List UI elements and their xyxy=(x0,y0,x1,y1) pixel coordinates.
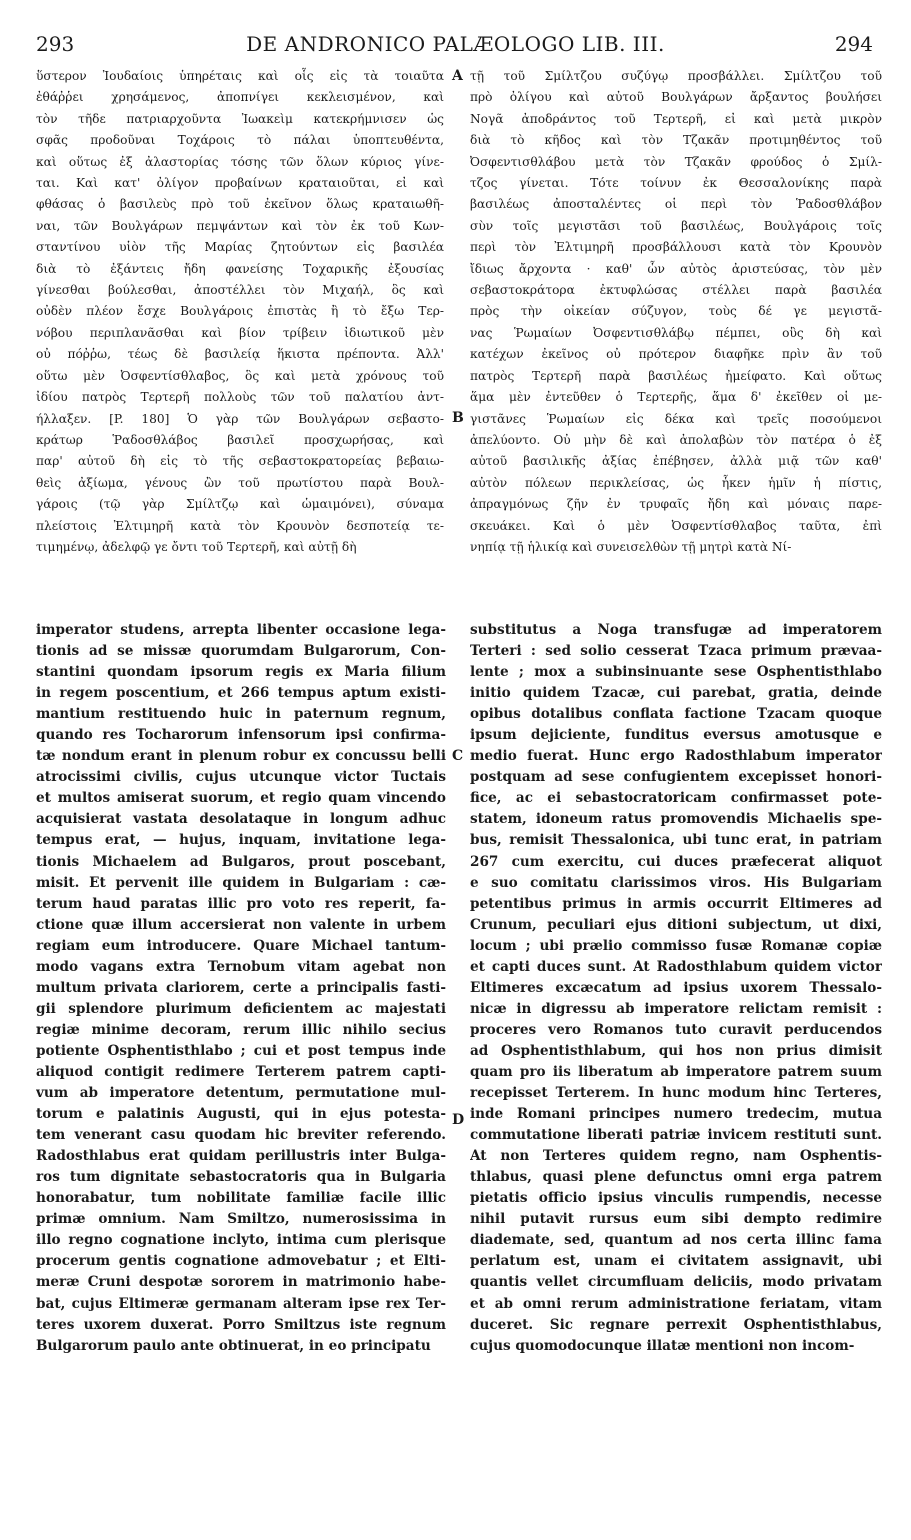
text-line: proceres vero Romanos tuto curavit perducendos xyxy=(470,1021,882,1038)
text-line: torum e palatinis Augusti, qui in ejus potesta- xyxy=(36,1106,446,1123)
text-line: πρὸ ὀλίγου καὶ αὐτοῦ Βουλγάρων ἄρξαντος βουλήσει xyxy=(470,90,882,105)
text-line: ται. Καὶ κατ' ὀλίγον προβαίνων κραταιοῦται, εἰ καὶ xyxy=(36,176,444,191)
margin-letter-b: B xyxy=(452,410,464,426)
text-line: medio fuerat. Hunc ergo Radosthlabum imperator xyxy=(470,748,882,765)
text-line: ἀπελύοντο. Οὐ μὴν δὲ καὶ ἀπολαβὼν τὸν πατέρα ὁ ἐξ xyxy=(470,432,882,447)
text-line: Radosthlabus erat quidam perillustris inter Bulga- xyxy=(36,1148,446,1165)
text-line: γάροις (τῷ γὰρ Σμίλτζῳ καὶ ὡμαιμόνει), σύναμα xyxy=(36,497,444,512)
text-line: potiente Osphentisthlabo ; cui et post tempus inde xyxy=(36,1042,446,1059)
text-line: τιμημένῳ, ἀδελφῷ γε ὄντι τοῦ Τερτερῆ, καὶ αὐτῇ δὴ xyxy=(36,539,357,554)
text-line: φθάσας ὁ βασιλεὺς πρὸ τοῦ ἐκεῖνον ὅλως κραταιωθῆ- xyxy=(36,197,444,212)
text-line: νόβου περιπλανᾶσθαι καὶ βίον τρίβειν ἰδιωτικοῦ μὲν xyxy=(36,325,444,340)
text-line: οὐ πόῤῥω, τέως δὲ βασιλείᾳ ἥκιστα πρέποντα. Ἀλλ' xyxy=(36,347,444,362)
text-line: πρὸς τὴν οἰκείαν σύζυγον, τοὺς δέ γε μεγιστᾶ- xyxy=(470,304,882,319)
text-line: παρ' αὐτοῦ δὴ εἰς τὸ τῆς σεβαστοκρατορείας βεβαιω- xyxy=(36,454,444,469)
text-line: quando res Tocharorum infensorum ipsi confirma- xyxy=(36,727,446,744)
text-line: νηπίᾳ τῇ ἡλικίᾳ καὶ συνεισελθὼν τῇ μητρὶ κατὰ Νί- xyxy=(470,539,792,554)
text-line: σεβαστοκράτορα ἐκτυφλώσας στέλλει παρὰ βασιλέα xyxy=(470,283,882,298)
margin-letter-d: D xyxy=(452,1112,465,1128)
latin-column-right xyxy=(470,620,882,1530)
text-line: atrocissimi civilis, cujus utcunque victor Tuctais xyxy=(36,769,446,786)
text-line: σκευάκει. Καὶ ὁ μὲν Ὀσφεντίσθλαβος ταῦτα, ἐπὶ xyxy=(470,518,882,533)
text-line: πλείστοις Ἐλτιμηρῆ κατὰ τὸν Κρουνὸν δεσποτείᾳ τε- xyxy=(36,518,444,533)
margin-letter-c: C xyxy=(452,748,464,764)
text-line: σὺν τοῖς μεγιστᾶσι τοῦ βασιλέως, Βουλγάροις τοῖς xyxy=(470,218,882,233)
text-line: misit. Et pervenit ille quidem in Bulgariam : cæ- xyxy=(36,874,446,891)
text-line: ναι, τῶν Βουλγάρων πεμψάντων καὶ τὸν ἐκ τοῦ Κων- xyxy=(36,218,444,233)
text-line: Terteri : sed solio cesserat Tzaca primum prævaa- xyxy=(470,643,882,660)
text-line: acquisierat vastata desolataque in longum adhuc xyxy=(36,811,446,828)
text-line: et ab omni rerum administratione feriatam, vitam xyxy=(470,1295,882,1312)
text-line: ad Osphentisthlabum, qui hos non prius dimisit xyxy=(470,1042,882,1059)
text-line: regiæ minime decoram, rerum illic nihilo secius xyxy=(36,1021,446,1038)
greek-column-left xyxy=(36,66,444,602)
text-line: ήλλαξεν. [P. 180] Ὁ γὰρ τῶν Βουλγάρων σεβαστο- xyxy=(36,411,444,426)
text-line: bat, cujus Eltimeræ germanam alteram ipse rex Ter- xyxy=(36,1295,446,1312)
text-line: lente ; mox a subinsinuante sese Osphentisthlabo xyxy=(470,664,882,681)
text-line: inde Romani principes numero tredecim, mutua xyxy=(470,1106,882,1123)
text-line: recepisset Terterem. In hunc modum hinc Terteres, xyxy=(470,1085,882,1102)
text-line: cujus quomodocunque illatæ mentioni non incom- xyxy=(470,1337,855,1354)
text-line: Eltimeres excæcatum ad ipsius uxorem Thessalo- xyxy=(470,979,882,996)
text-line: meræ Cruni despotæ sororem in matrimonio habe- xyxy=(36,1274,446,1291)
text-line: quam pro iis liberatum ab imperatore patrem suum xyxy=(470,1063,882,1080)
text-line: terum haud paratas illic pro voto res reperit, fa- xyxy=(36,895,446,912)
text-line: e suo comitatu clarissimos viros. His Bulgariam xyxy=(470,874,882,891)
text-line: κράτωρ Ῥαδοσθλάβος βασιλεῖ προσχωρήσας, καὶ xyxy=(36,432,444,447)
text-line: in regem poscentium, et 266 tempus aptum existi- xyxy=(36,685,446,702)
text-line: καὶ οὕτως ἐξ ἀλαστορίας τόσης τῶν ὅλων κύριος γίνε- xyxy=(36,154,444,169)
text-line: et capti duces sunt. At Radosthlabum quidem victor xyxy=(470,958,882,975)
text-line: regiam eum introducere. Quare Michael tantum- xyxy=(36,937,446,954)
text-line: substitutus a Noga transfugæ ad imperatorem xyxy=(470,622,882,638)
page-number-left: 293 xyxy=(36,32,75,56)
text-line: ὕστερον Ἰουδαίοις ὑπηρέταις καὶ οἷς εἰς τὰ τοιαῦτα xyxy=(36,69,444,83)
text-line: duceret. Sic regnare perrexit Osphentisthlabus, xyxy=(470,1316,882,1333)
text-line: οὐδὲν πλέον ἔσχε Βουλγάροις ἐπιστὰς ἢ τὸ ἔξω Τερ- xyxy=(36,304,444,319)
text-line: gii splendore plurimum deficientem ac majestati xyxy=(36,1000,446,1017)
page-number-right: 294 xyxy=(834,32,873,56)
margin-letter-a: A xyxy=(452,68,463,84)
latin-column-left xyxy=(36,620,446,1530)
text-line: αὐτὸν πόλεων περικλείσας, ὡς ἧκεν ἡμῖν ἡ πίστις, xyxy=(470,475,882,490)
text-line: τζος γίνεται. Τότε τοίνυν ἐκ Θεσσαλονίκης παρὰ xyxy=(470,176,882,191)
text-line: tæ nondum erant in plenum robur ex concussu belli xyxy=(36,748,446,765)
text-line: vum ab imperatore detentum, permutatione mul- xyxy=(36,1085,446,1102)
running-title: DE ANDRONICO PALÆOLOGO LIB. III. xyxy=(246,32,665,56)
text-line: perlatum est, unam ei civitatem assignavit, ubi xyxy=(470,1253,882,1270)
text-line: thlabus, quasi plene defunctus omni erga patrem xyxy=(470,1169,882,1186)
text-line: αὐτοῦ βασιλικῆς ἀξίας ἐπέβησεν, ἀλλὰ μιᾷ τῶν καθ' xyxy=(470,454,882,469)
text-line: stantini quondam ipsorum regis ex Maria filium xyxy=(36,664,446,681)
text-line: νας Ῥωμαίων Ὀσφεντισθλάβῳ πέμπει, οὓς δὴ καὶ xyxy=(470,325,882,340)
text-line: οὕτω μὲν Ὀσφεντίσθλαβος, ὃς καὶ μετὰ χρόνους τοῦ xyxy=(36,368,444,383)
text-line: tionis Michaelem ad Bulgaros, prout poscebant, xyxy=(36,853,446,870)
text-line: nicæ in digressu ab imperatore relictam remisit : xyxy=(470,1000,882,1017)
text-line: At non Terteres quidem regno, nam Osphentis- xyxy=(470,1148,882,1165)
text-line: διὰ τὸ κῆδος καὶ τὸν Τζακᾶν προτιμηθέντος τοῦ xyxy=(470,133,882,148)
text-line: opibus dotalibus conflata factione Tzacam quoque xyxy=(470,706,882,723)
text-line: ipsum dejiciente, funditus eversus amotusque e xyxy=(470,727,882,744)
text-line: initio quidem Tzacæ, cui parebat, gratia, deinde xyxy=(470,685,882,702)
text-line: mantium restituendo huic in paternum regnum, xyxy=(36,706,446,723)
text-line: ἴδιως ἄρχοντα · καθ' ὧν αὐτὸς ἀριστεύσας, τὸν μὲν xyxy=(470,261,882,276)
text-line: teres uxorem duxerat. Porro Smiltzus iste regnum xyxy=(36,1316,446,1333)
text-line: σφᾶς προδοῦναι Τοχάροις τὸ πάλαι ὑποπτευθέντα, xyxy=(36,133,444,148)
text-line: ros tum dignitate sebastocratoris qua in Bulgaria xyxy=(36,1169,446,1186)
text-line: primæ omnium. Nam Smiltzo, numerosissima in xyxy=(36,1211,446,1228)
text-line: quantis vellet circumfluam deliciis, modo privatam xyxy=(470,1274,882,1291)
text-line: statem, idoneum ratus promovendis Michaelis spe- xyxy=(470,811,882,828)
text-line: bus, remisit Thessalonica, ubi tunc erat, in patriam xyxy=(470,832,882,849)
text-line: γιστᾶνες Ῥωμαίων εἰς δέκα καὶ τρεῖς ποσούμενοι xyxy=(470,411,882,426)
text-line: θεὶς ἀξίωμα, γένους ὢν τοῦ πρωτίστου παρὰ Βουλ- xyxy=(36,475,444,490)
text-line: Ὀσφεντισθλάβου μετὰ τὸν Τζακᾶν φρούδος ὁ Σμίλ- xyxy=(470,154,882,169)
text-line: κατέχων ἐκεῖνος οὐ πρότερον διαφῆκε πρὶν ἂν τοῦ xyxy=(470,347,882,362)
text-line: ἅμα μὲν ἐντεῦθεν ὁ Τερτερῆς, ἅμα δ' ἐκεῖθεν οἱ με- xyxy=(470,390,882,405)
text-line: Bulgarorum paulo ante obtinuerat, in eo principatu xyxy=(36,1337,431,1354)
text-line: petentibus primus in armis occurrit Eltimeres ad xyxy=(470,895,882,912)
text-line: nihil putavit rursus eum sibi dempto redimire xyxy=(470,1211,882,1228)
text-line: et multos amiserat suorum, et regio quam vincendo xyxy=(36,790,446,807)
text-line: ctione quæ illum accersierat non valente in urbem xyxy=(36,916,446,933)
text-line: diademate, sed, quantum ad nos certa illinc fama xyxy=(470,1232,882,1249)
text-line: περὶ τὸν Ἐλτιμηρῆ προσβάλλουσι κατὰ τὸν Κρουνὸν xyxy=(470,240,882,255)
text-line: γίνεσθαι βούλεσθαι, ἀποστέλλει τὸν Μιχαήλ, ὃς καὶ xyxy=(36,283,444,298)
text-line: tempus erat, — hujus, inquam, invitatione lega- xyxy=(36,832,446,849)
text-line: imperator studens, arrepta libenter occasione lega- xyxy=(36,622,446,638)
text-line: postquam ad sese confugientem excepisset honori- xyxy=(470,769,882,786)
text-line: modo vagans extra Ternobum vitam agebat non xyxy=(36,958,446,975)
text-line: honorabatur, tum nobilitate familiæ facile illic xyxy=(36,1190,446,1207)
text-line: σταντίνου υἱὸν τῆς Μαρίας ζητούντων εἰς βασιλέα xyxy=(36,240,444,255)
text-line: τὸν τῆδε πατριαρχοῦντα Ἰωακεὶμ κατεκρήμνισεν ὡς xyxy=(36,111,444,126)
text-line: tionis ad se missæ quorumdam Bulgarorum, Con- xyxy=(36,643,446,660)
text-line: ἀπραγμόνως ζῆν ἐν τρυφαῖς ἤδη καὶ μόναις παρε- xyxy=(470,497,882,512)
text-line: βασιλέως ἀποσταλέντες οἱ περὶ τὸν Ῥαδοσθλάβον xyxy=(470,197,882,212)
text-line: pietatis officio ipsius vinculis rumpendis, necesse xyxy=(470,1190,882,1207)
text-line: locum ; ubi prælio commisso fusæ Romanæ copiæ xyxy=(470,937,882,954)
text-line: ἰδίου πατρὸς Τερτερῆ πολλοὺς τῶν τοῦ παλατίου ἀντ- xyxy=(36,390,444,405)
text-line: πατρὸς Τερτερῆ παρὰ βασιλέως ἠμείφατο. Καὶ οὕτως xyxy=(470,368,882,383)
text-line: τῇ τοῦ Σμίλτζου συζύγῳ προσβάλλει. Σμίλτζου τοῦ xyxy=(470,69,882,83)
text-line: procerum gentis cognatione admovebatur ; et Elti- xyxy=(36,1253,446,1270)
text-line: Crunum, peculiari ejus ditioni subjectum, ut dixi, xyxy=(470,916,882,933)
text-line: aliquod contigit redimere Terterem patrem capti- xyxy=(36,1063,446,1080)
text-line: διὰ τὸ ἐξάντεις ἤδη φανείσης Τοχαρικῆς ἐξουσίας xyxy=(36,261,444,276)
text-line: multum privata clariorem, certe a principalis fasti- xyxy=(36,979,446,996)
text-line: Νογᾶ ἀποδράντος τοῦ Τερτερῆ, εἰ καὶ μετὰ μικρὸν xyxy=(470,111,882,126)
text-line: tem venerant casu quodam hic breviter referendo. xyxy=(36,1127,446,1144)
text-line: ἐθάῤῥει χρησάμενος, ἀποπνίγει κεκλεισμένον, καὶ xyxy=(36,90,444,105)
text-line: commutatione liberati patriæ invicem restituti sunt. xyxy=(470,1127,882,1144)
running-header xyxy=(0,32,911,62)
text-line: fice, ac ei sebastocratoricam confirmasset pote- xyxy=(470,790,882,807)
text-line: illo regno cognatione inclyto, intima cum plerisque xyxy=(36,1232,446,1249)
greek-column-right xyxy=(470,66,882,602)
text-line: 267 cum exercitu, cui duces præfecerat aliquot xyxy=(470,853,882,870)
